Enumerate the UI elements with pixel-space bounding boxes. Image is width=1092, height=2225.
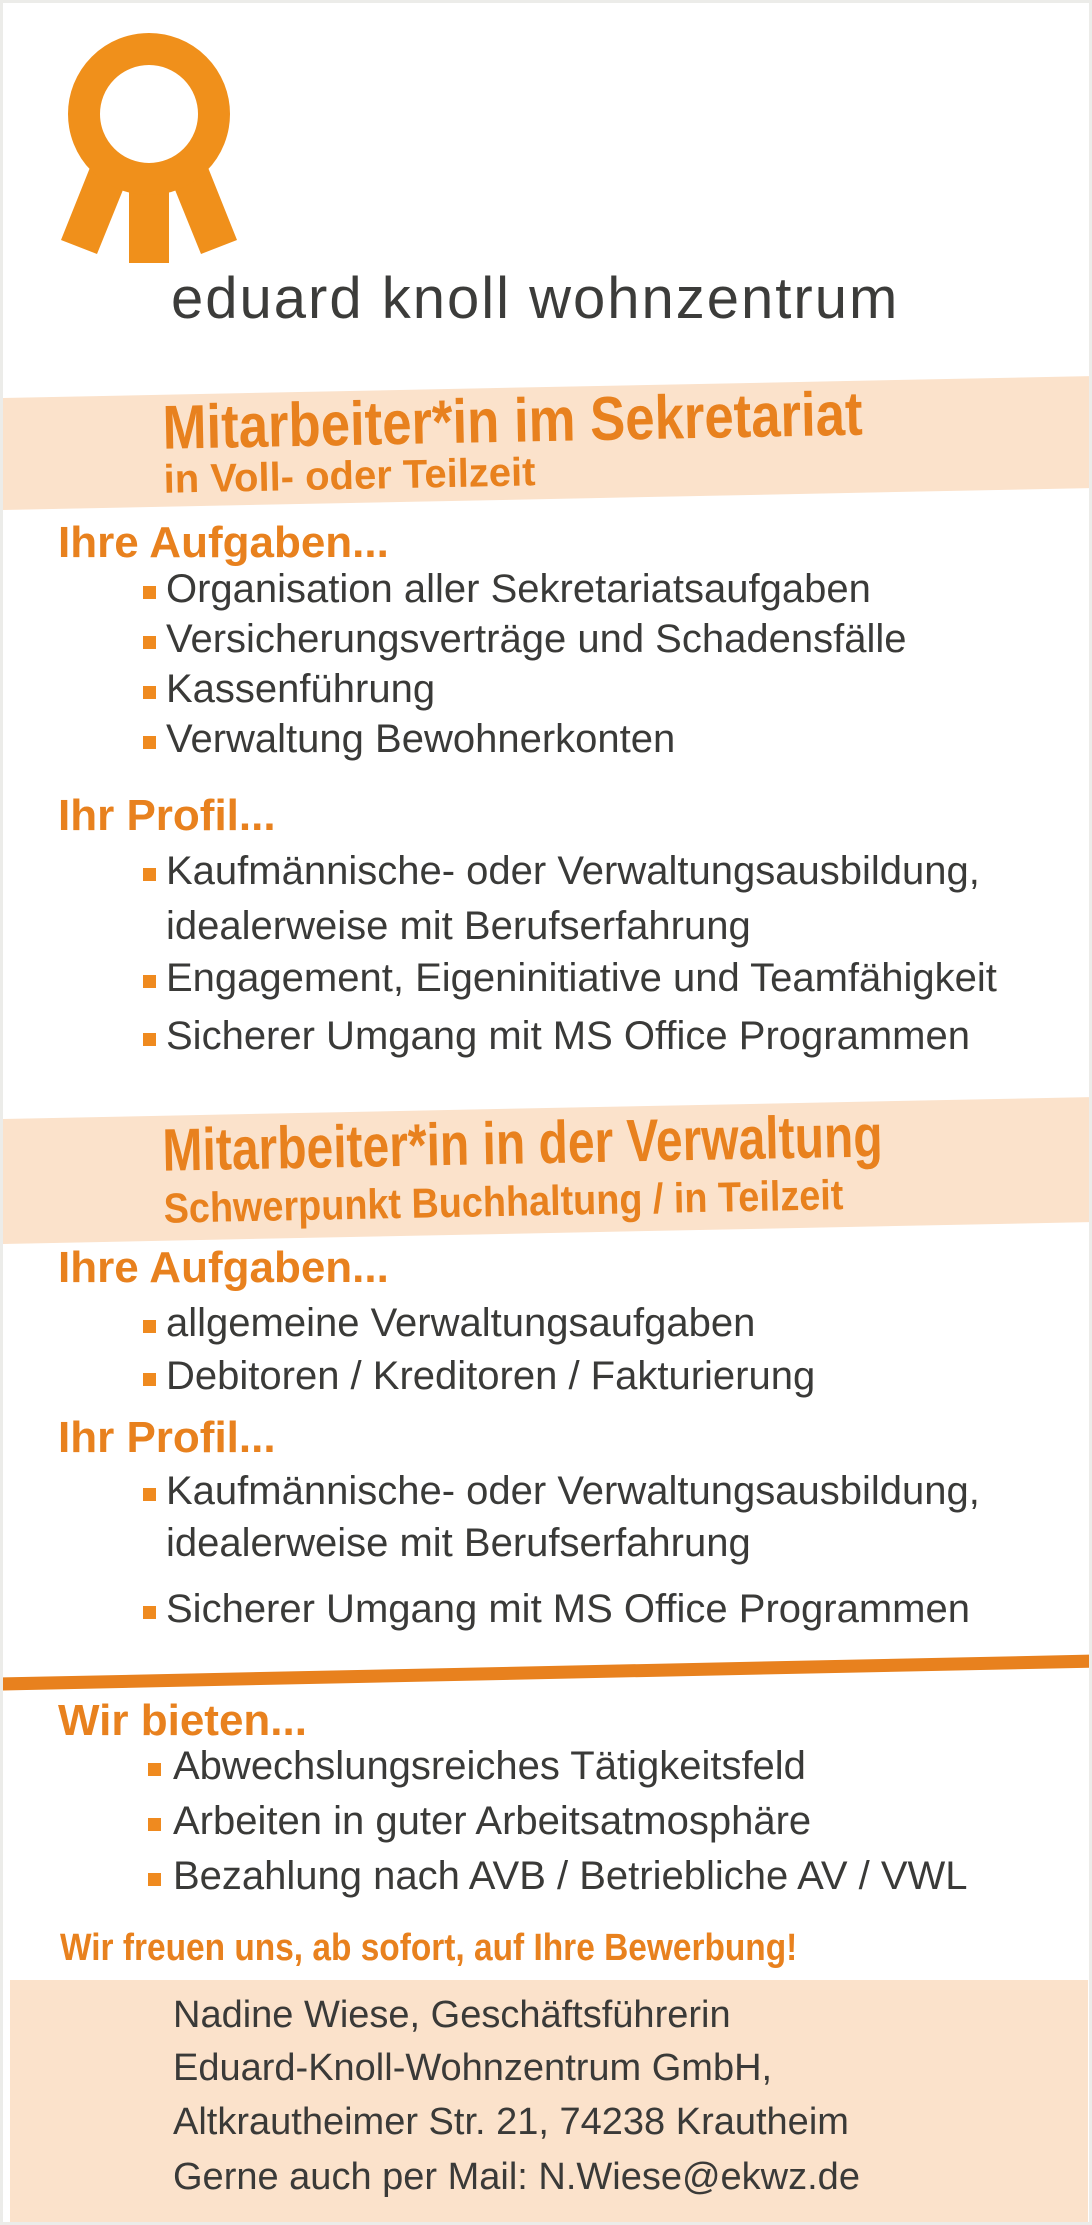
job-2-title: Mitarbeiter*in in der Verwaltung bbox=[161, 1102, 884, 1184]
job-2-subtitle: Schwerpunkt Buchhaltung / in Teilzeit bbox=[163, 1171, 844, 1232]
list-item-text: Arbeiten in guter Arbeitsatmosphäre bbox=[173, 1799, 812, 1843]
list-item bbox=[143, 1301, 755, 1346]
list-item-text: Sicherer Umgang mit MS Office Programmen bbox=[166, 1014, 970, 1058]
list-item-text: Verwaltung Bewohnerkonten bbox=[166, 717, 676, 761]
list-item bbox=[148, 1744, 806, 1789]
bullet-square-icon bbox=[143, 736, 156, 749]
job-1-title: Mitarbeiter*in im Sekretariat bbox=[161, 379, 864, 463]
list-item bbox=[143, 1587, 970, 1632]
bullet-square-icon bbox=[148, 1873, 161, 1886]
list-item-text: Sicherer Umgang mit MS Office Programmen bbox=[166, 1587, 970, 1631]
list-item-text: Kaufmännische- oder Verwaltungsausbildung, bbox=[166, 849, 980, 893]
closing-call-to-action: Wir freuen uns, ab sofort, auf Ihre Bewerbung! bbox=[60, 1927, 798, 1969]
list-item-text: allgemeine Verwaltungsaufgaben bbox=[166, 1301, 756, 1345]
list-item-text: idealerweise mit Berufserfahrung bbox=[166, 904, 751, 948]
bullet-square-icon bbox=[148, 1818, 161, 1831]
job-1-title-band bbox=[0, 376, 1092, 511]
list-item-text: Bezahlung nach AVB / Betriebliche AV / VWL bbox=[173, 1854, 968, 1898]
contact-line-name: Nadine Wiese, Geschäftsführerin bbox=[173, 1994, 731, 2036]
bullet-square-icon bbox=[143, 975, 156, 988]
bullet-square-icon bbox=[143, 636, 156, 649]
list-item-text: Abwechslungsreiches Tätigkeitsfeld bbox=[173, 1744, 806, 1788]
ribbon-award-logo bbox=[59, 27, 259, 267]
contact-panel bbox=[10, 1980, 1088, 2222]
slanted-divider-rule bbox=[0, 1654, 1092, 1691]
list-item-continuation bbox=[143, 904, 751, 949]
list-item bbox=[143, 617, 906, 662]
job-1-profile-heading: Ihr Profil... bbox=[58, 791, 276, 840]
list-item-continuation bbox=[143, 1521, 751, 1566]
job-2-profile-heading: Ihr Profil... bbox=[58, 1413, 276, 1462]
list-item bbox=[143, 1354, 815, 1399]
bullet-square-icon bbox=[148, 1763, 161, 1776]
list-item bbox=[143, 717, 675, 762]
list-item bbox=[148, 1799, 811, 1844]
contact-line-company: Eduard-Knoll-Wohnzentrum GmbH, bbox=[173, 2047, 773, 2089]
list-item bbox=[143, 849, 980, 894]
list-item-text: Engagement, Eigeninitiative und Teamfähigkeit bbox=[166, 956, 997, 1000]
list-item-text: Debitoren / Kreditoren / Fakturierung bbox=[166, 1354, 816, 1398]
bullet-square-icon bbox=[143, 868, 156, 881]
company-name: eduard knoll wohnzentrum bbox=[171, 266, 900, 331]
list-item bbox=[143, 667, 435, 712]
job-2-title-band bbox=[0, 1097, 1092, 1245]
list-item-text: Versicherungsverträge und Schadensfälle bbox=[166, 617, 907, 661]
contact-line-email: Gerne auch per Mail: N.Wiese@ekwz.de bbox=[173, 2156, 860, 2198]
we-offer-heading: Wir bieten... bbox=[58, 1696, 307, 1745]
list-item bbox=[143, 1469, 980, 1514]
bullet-square-icon bbox=[143, 1320, 156, 1333]
list-item bbox=[148, 1854, 968, 1899]
job-2-tasks-heading: Ihre Aufgaben... bbox=[58, 1243, 389, 1292]
list-item-text: Kassenführung bbox=[166, 667, 436, 711]
bullet-square-icon bbox=[143, 1373, 156, 1386]
job-1-subtitle: in Voll- oder Teilzeit bbox=[163, 450, 536, 502]
bullet-square-icon bbox=[143, 686, 156, 699]
list-item-text: Kaufmännische- oder Verwaltungsausbildung, bbox=[166, 1469, 980, 1513]
list-item bbox=[143, 567, 871, 612]
contact-line-address: Altkrautheimer Str. 21, 74238 Krautheim bbox=[173, 2101, 849, 2143]
job-1-tasks-heading: Ihre Aufgaben... bbox=[58, 518, 389, 567]
list-item bbox=[143, 1014, 970, 1059]
list-item bbox=[143, 956, 997, 1001]
bullet-square-icon bbox=[143, 586, 156, 599]
bullet-square-icon bbox=[143, 1488, 156, 1501]
list-item-text: Organisation aller Sekretariatsaufgaben bbox=[166, 567, 871, 611]
bullet-square-icon bbox=[143, 1606, 156, 1619]
list-item-text: idealerweise mit Berufserfahrung bbox=[166, 1521, 751, 1565]
bullet-square-icon bbox=[143, 1033, 156, 1046]
